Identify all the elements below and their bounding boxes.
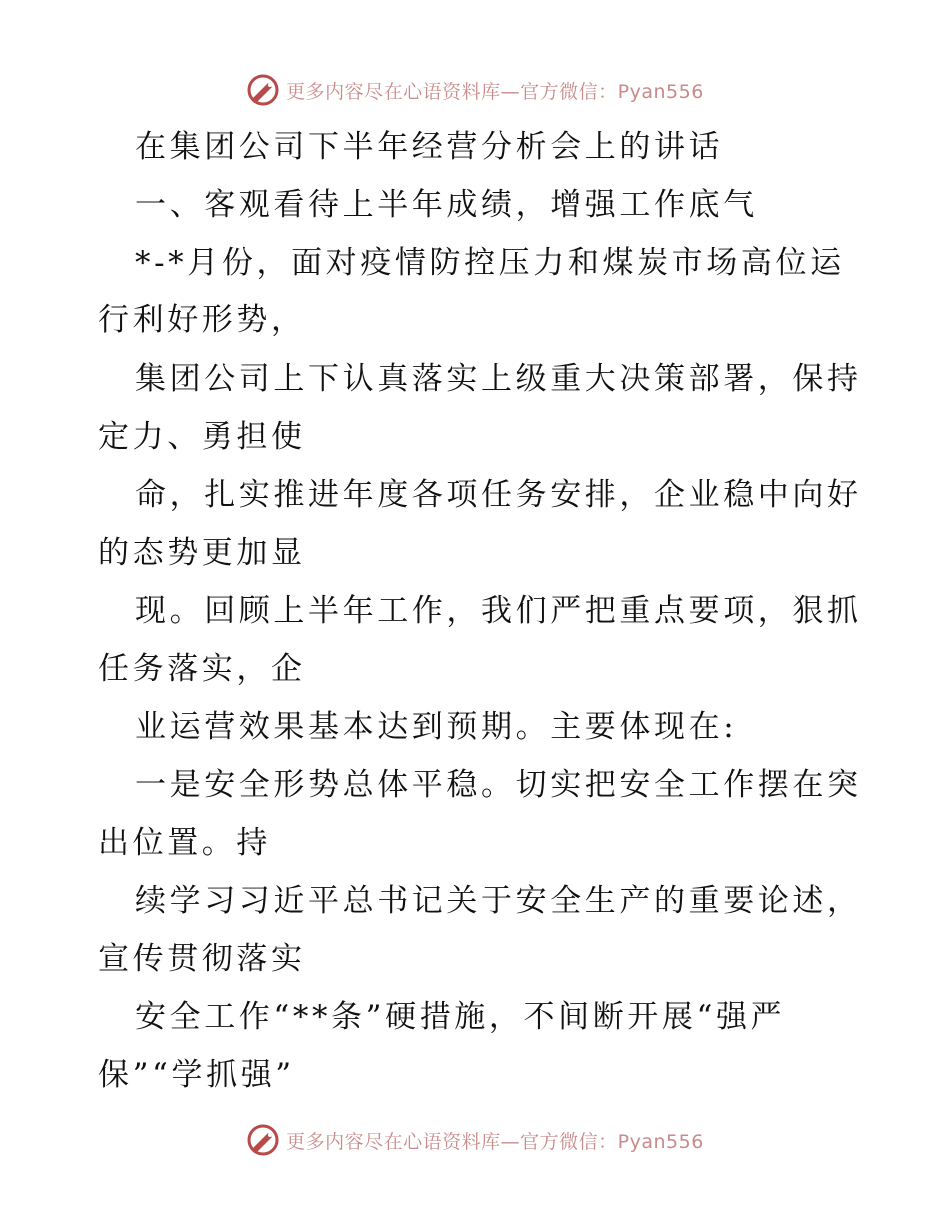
text-line: 一是安全形势总体平稳。切实把安全工作摆在突 <box>135 767 862 803</box>
text-line: 业运营效果基本达到预期。主要体现在: <box>135 709 738 745</box>
watermark-footer <box>0 1120 950 1160</box>
text-line: 续学习习近平总书记关于安全生产的重要论述， <box>135 883 862 919</box>
section-heading: 一、客观看待上半年成绩，增强工作底气 <box>135 187 758 223</box>
text-line: 集团公司上下认真落实上级重大决策部署，保持 <box>135 361 862 397</box>
text-line: 出位置。持 <box>98 825 271 861</box>
text-line: 命，扎实推进年度各项任务安排，企业稳中向好 <box>135 477 862 513</box>
pen-nib-logo-icon <box>246 1123 280 1157</box>
watermark-header <box>0 70 950 110</box>
text-line: *-*月份，面对疫情防控压力和煤炭市场高位运 <box>135 245 845 281</box>
text-line: 的态势更加显 <box>98 535 306 571</box>
text-line: 安全工作“**条”硬措施，不间断开展“强严 <box>135 999 786 1035</box>
text-line: 宣传贯彻落实 <box>98 941 306 977</box>
watermark-text: 更多内容尽在心语资料库—官方微信：Pyan556 <box>286 1130 704 1153</box>
text-line: 行利好形势， <box>98 302 306 338</box>
text-line: 定力、勇担使 <box>98 419 306 455</box>
watermark-text: 更多内容尽在心语资料库—官方微信：Pyan556 <box>286 80 704 103</box>
document-title: 在集团公司下半年经营分析会上的讲话 <box>135 129 724 165</box>
pen-nib-logo-icon <box>246 73 280 107</box>
text-line: 任务落实，企 <box>98 651 306 687</box>
text-line: 现。回顾上半年工作，我们严把重点要项，狠抓 <box>135 593 862 629</box>
text-line: 保”“学抓强” <box>98 1057 295 1093</box>
